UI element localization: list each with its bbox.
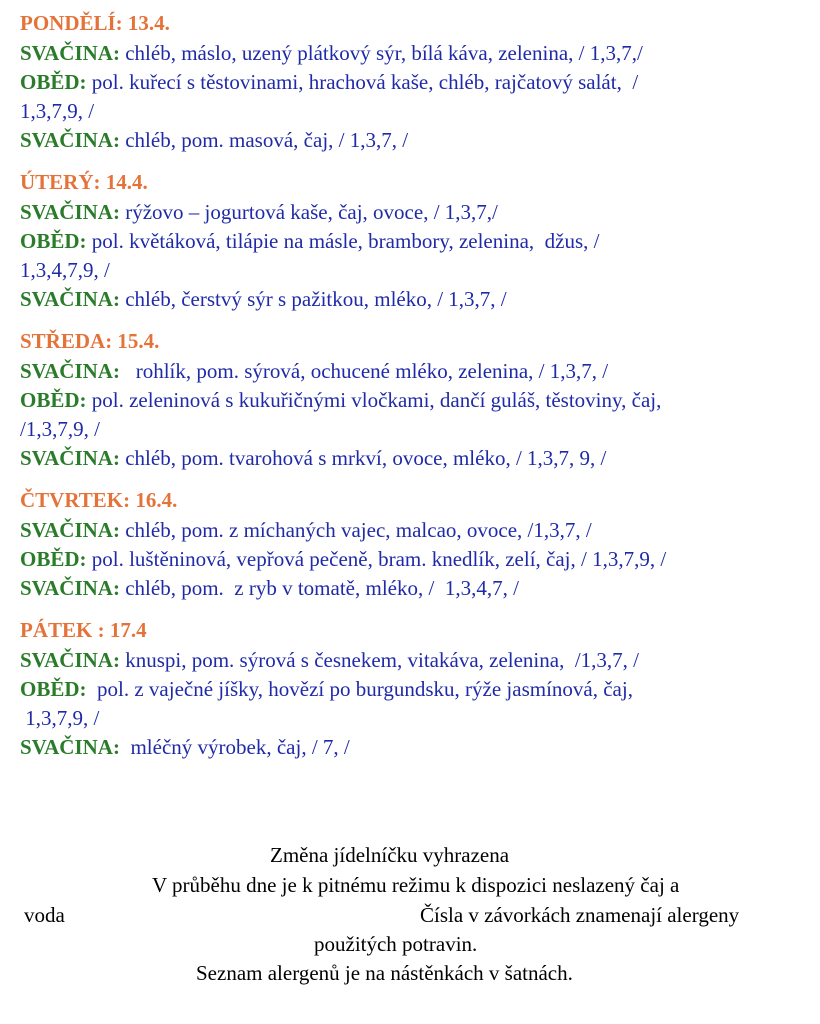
meal-text: rohlík, pom. sýrová, ochucené mléko, zelenina, / 1,3,7, / [119,359,609,383]
meal-text: chléb, máslo, uzený plátkový sýr, bílá káva, zelenina, / 1,3,7,/ [119,41,643,65]
day-friday [20,616,810,762]
meal-lunch [20,68,810,126]
note-water: voda [24,903,65,927]
day-title: PÁTEK : 17.4 [20,618,147,642]
day-title: PONDĚLÍ: 13.4. [20,11,170,35]
meal-label: SVAČINA: [20,518,120,542]
meal-text: chléb, pom. z míchaných vajec, malcao, ovoce, /1,3,7, / [119,518,592,542]
meal-label: SVAČINA: [20,735,120,759]
day-title: ÚTERÝ: 14.4. [20,170,148,194]
day-title: ČTVRTEK: 16.4. [20,488,178,512]
meal-label: SVAČINA: [20,359,120,383]
meal-snack-morning [20,39,810,68]
meal-snack-afternoon [20,574,810,603]
day-wednesday [20,327,810,473]
note-used-foods: použitých potravin. [314,932,478,956]
meal-text: pol. kuřecí s těstovinami, hrachová kaše, chléb, rajčatový salát, / 1,3,7,9, / [20,70,639,123]
meal-text: chléb, čerstvý sýr s pažitkou, mléko, / 1,3,7, / [119,287,507,311]
meal-label: OBĚD: [20,70,87,94]
meal-label: SVAČINA: [20,287,120,311]
meal-snack-morning [20,357,810,386]
meal-text: mléčný výrobek, čaj, / 7, / [119,735,350,759]
meal-label: SVAČINA: [20,200,120,224]
meal-lunch [20,227,810,285]
meal-snack-morning [20,198,810,227]
note-allergen-list: Seznam alergenů je na nástěnkách v šatnách. [196,961,573,985]
meal-lunch [20,545,810,574]
meal-label: SVAČINA: [20,648,120,672]
meal-snack-afternoon [20,285,810,314]
meal-label: SVAČINA: [20,41,120,65]
meal-text: rýžovo – jogurtová kaše, čaj, ovoce, / 1,3,7,/ [119,200,498,224]
meal-label: OBĚD: [20,547,87,571]
weekly-menu [20,9,810,775]
meal-snack-morning [20,646,810,675]
day-monday [20,9,810,155]
meal-label: SVAČINA: [20,576,120,600]
meal-text: pol. luštěninová, vepřová pečeně, bram. knedlík, zelí, čaj, / 1,3,7,9, / [86,547,667,571]
day-title: STŘEDA: 15.4. [20,329,160,353]
meal-label: OBĚD: [20,388,87,412]
meal-snack-afternoon [20,444,810,473]
meal-lunch [20,386,810,444]
meal-text: chléb, pom. z ryb v tomatě, mléko, / 1,3,4,7, / [119,576,519,600]
note-allergen-numbers: Čísla v závorkách znamenají alergeny [420,903,740,927]
meal-text: chléb, pom. masová, čaj, / 1,3,7, / [119,128,409,152]
meal-snack-afternoon [20,733,810,762]
meal-label: OBĚD: [20,229,87,253]
meal-label: OBĚD: [20,677,87,701]
meal-text: knuspi, pom. sýrová s česnekem, vitakáva, zelenina, /1,3,7, / [119,648,640,672]
meal-text: chléb, pom. tvarohová s mrkví, ovoce, mléko, / 1,3,7, 9, / [119,446,607,470]
meal-lunch [20,675,810,733]
meal-snack-morning [20,516,810,545]
day-tuesday [20,168,810,314]
meal-label: SVAČINA: [20,128,120,152]
meal-text: pol. květáková, tilápie na másle, brambory, zelenina, džus, / 1,3,4,7,9, / [20,229,600,282]
note-drinking-regime: V průběhu dne je k pitnému režimu k dispozici neslazený čaj a [152,873,680,897]
day-thursday [20,486,810,603]
meal-text: pol. z vaječné jíšky, hovězí po burgundsku, rýže jasmínová, čaj, 1,3,7,9, / [25,677,633,730]
meal-text: pol. zeleninová s kukuřičnými vločkami, dančí guláš, těstoviny, čaj, /1,3,7,9, / [20,388,662,441]
note-menu-change: Změna jídelníčku vyhrazena [270,843,510,867]
meal-snack-afternoon [20,126,810,155]
meal-label: SVAČINA: [20,446,120,470]
